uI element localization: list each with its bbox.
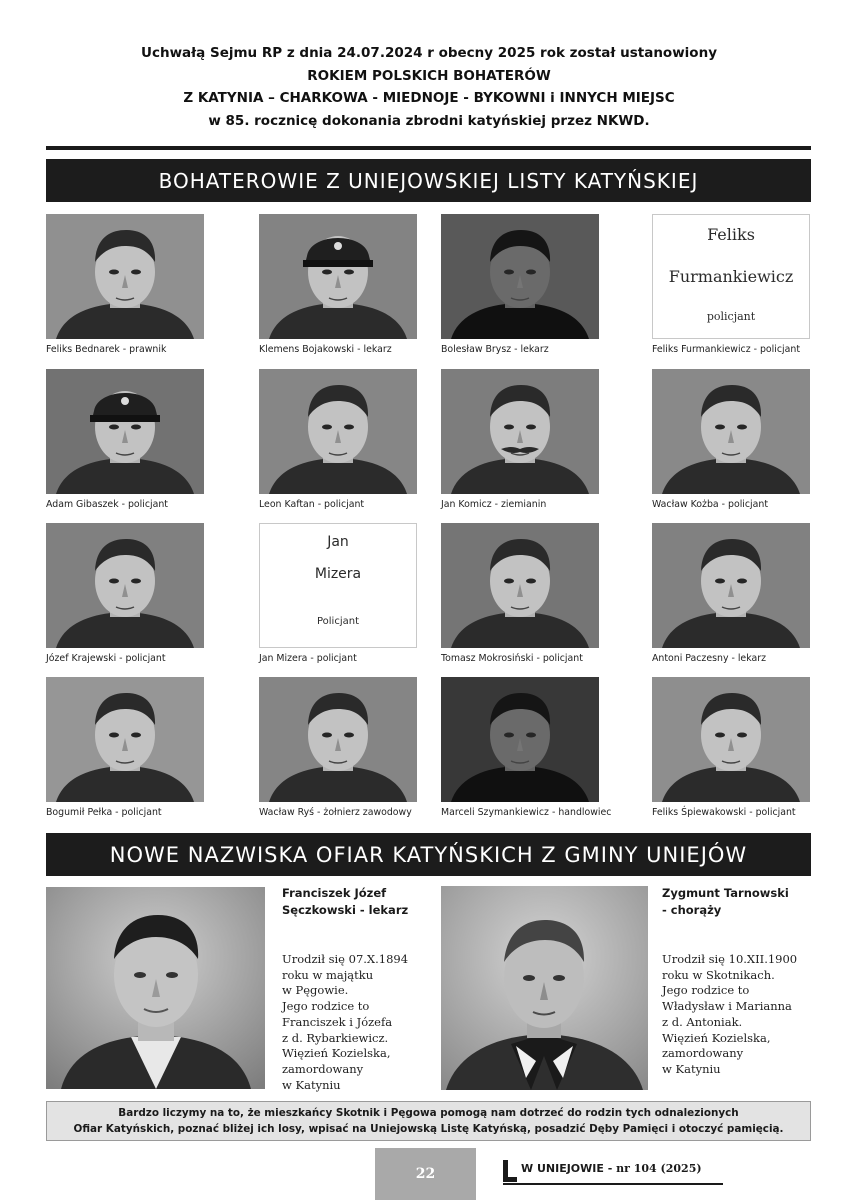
hero-caption: Bogumił Pełka - policjant (46, 807, 162, 818)
hero-portrait (652, 523, 810, 648)
hero-caption: Feliks Furmankiewicz - policjant (652, 344, 800, 355)
hero-caption: Bolesław Brysz - lekarz (441, 344, 549, 355)
hero-portrait (259, 677, 417, 802)
hero-portrait (46, 523, 204, 648)
magazine-title: W UNIEJOWIE (521, 1162, 604, 1175)
victim-photo-seczkowski (46, 887, 265, 1089)
hero-caption: Marceli Szymankiewicz - handlowiec (441, 807, 612, 818)
hero-caption: Feliks Śpiewakowski - policjant (652, 807, 796, 818)
victim-name-seczkowski: Franciszek Józef Sęczkowski - lekarz (282, 886, 409, 917)
victim-bio-tarnowski: Urodził się 10.XII.1900 roku w Skotnikach. Jego rodzice to Władysław i Marianna z d. Antoniak. Więzień Kozielska, zamordowany w Katyniu (662, 952, 798, 1076)
header-divider (46, 146, 811, 150)
hero-card (441, 369, 641, 515)
hero-caption: Klemens Bojakowski - lekarz (259, 344, 392, 355)
hero-name-card-line: Furmankiewicz (668, 267, 794, 286)
hero-card (652, 677, 852, 823)
hero-card (46, 369, 246, 515)
masthead-underline (503, 1183, 723, 1185)
hero-card (259, 523, 459, 669)
appeal-line-2: Ofiar Katyńskich, poznać bliżej ich losy, wpisać na Uniejowską Listę Katyńską, posadzić Dęby Pamięci i otoczyć pamięcią. (73, 1123, 784, 1135)
hero-caption: Jan Komicz - ziemianin (441, 499, 547, 510)
hero-portrait (441, 523, 599, 648)
header-line-4: w 85. rocznicę dokonania zbrodni katyńskiej przez NKWD. (208, 112, 650, 129)
section-title-heroes: BOHATEROWIE Z UNIEJOWSKIEJ LISTY KATYŃSKIEJ (158, 168, 699, 193)
hero-card (652, 523, 852, 669)
hero-card (259, 214, 459, 360)
hero-card (652, 214, 852, 360)
hero-card (259, 369, 459, 515)
hero-portrait (652, 369, 810, 494)
hero-card (441, 523, 641, 669)
hero-portrait (441, 677, 599, 802)
hero-name-card-line: Mizera (314, 566, 362, 582)
hero-caption: Antoni Paczesny - lekarz (652, 653, 766, 664)
hero-portrait (441, 214, 599, 339)
magazine-issue: - nr 104 (2025) (603, 1162, 702, 1175)
hero-portrait (46, 677, 204, 802)
hero-caption: Adam Gibaszek - policjant (46, 499, 168, 510)
hero-caption: Jan Mizera - policjant (259, 653, 357, 664)
hero-portrait (46, 369, 204, 494)
hero-name-card-line: Policjant (316, 616, 359, 627)
page-number (375, 1148, 476, 1200)
hero-portrait (259, 369, 417, 494)
appeal-line-1: Bardzo liczymy na to, że mieszkańcy Skotnik i Pęgowa pomogą nam dotrzeć do rodzin tych odnalezionych (118, 1107, 739, 1119)
victim-photo-tarnowski (441, 886, 648, 1090)
hero-caption: Wacław Kożba - policjant (652, 499, 769, 510)
hero-portrait (46, 214, 204, 339)
hero-caption: Tomasz Mokrosiński - policjant (441, 653, 583, 664)
magazine-logo-icon (503, 1160, 517, 1182)
hero-card (441, 214, 641, 360)
hero-name-card (652, 214, 810, 339)
section-banner-heroes (46, 159, 811, 202)
hero-caption: Feliks Bednarek - prawnik (46, 344, 167, 355)
victim-bio-seczkowski: Urodził się 07.X.1894 roku w majątku w Pęgowie. Jego rodzice to Franciszek i Józefa z d. Rybarkiewicz. Więzień Kozielska, zamordowany w Katyniu (282, 952, 409, 1092)
appeal-box (46, 1101, 811, 1141)
magazine-masthead (503, 1160, 733, 1188)
hero-caption: Józef Krajewski - policjant (46, 653, 166, 664)
page-header (0, 42, 858, 132)
hero-card (652, 369, 852, 515)
header-line-3: Z KATYNIA – CHARKOWA - MIEDNOJE - BYKOWNI i INNYCH MIEJSC (183, 90, 675, 106)
hero-caption: Wacław Ryś - żołnierz zawodowy (259, 807, 412, 818)
section-banner-new-names (46, 833, 811, 876)
hero-card (46, 677, 246, 823)
hero-name-card-line: Jan (327, 534, 349, 550)
hero-caption: Leon Kaftan - policjant (259, 499, 365, 510)
header-line-1: Uchwałą Sejmu RP z dnia 24.07.2024 r obecny 2025 rok został ustanowiony (141, 45, 717, 61)
hero-portrait (259, 214, 417, 339)
hero-portrait (441, 369, 599, 494)
header-line-2: ROKIEM POLSKICH BOHATERÓW (307, 67, 551, 84)
hero-card (46, 214, 246, 360)
victim-name-tarnowski: Zygmunt Tarnowski - chorąży (662, 886, 789, 917)
hero-name-card-line: Feliks (707, 225, 755, 244)
page-number-text: 22 (415, 1166, 436, 1182)
hero-card (441, 677, 641, 823)
section-title-new-names: NOWE NAZWISKA OFIAR KATYŃSKICH Z GMINY UNIEJÓW (109, 842, 748, 867)
hero-portrait (652, 677, 810, 802)
hero-card (259, 677, 459, 823)
hero-name-card-line: policjant (706, 310, 756, 323)
hero-card (46, 523, 246, 669)
hero-name-card (259, 523, 417, 648)
